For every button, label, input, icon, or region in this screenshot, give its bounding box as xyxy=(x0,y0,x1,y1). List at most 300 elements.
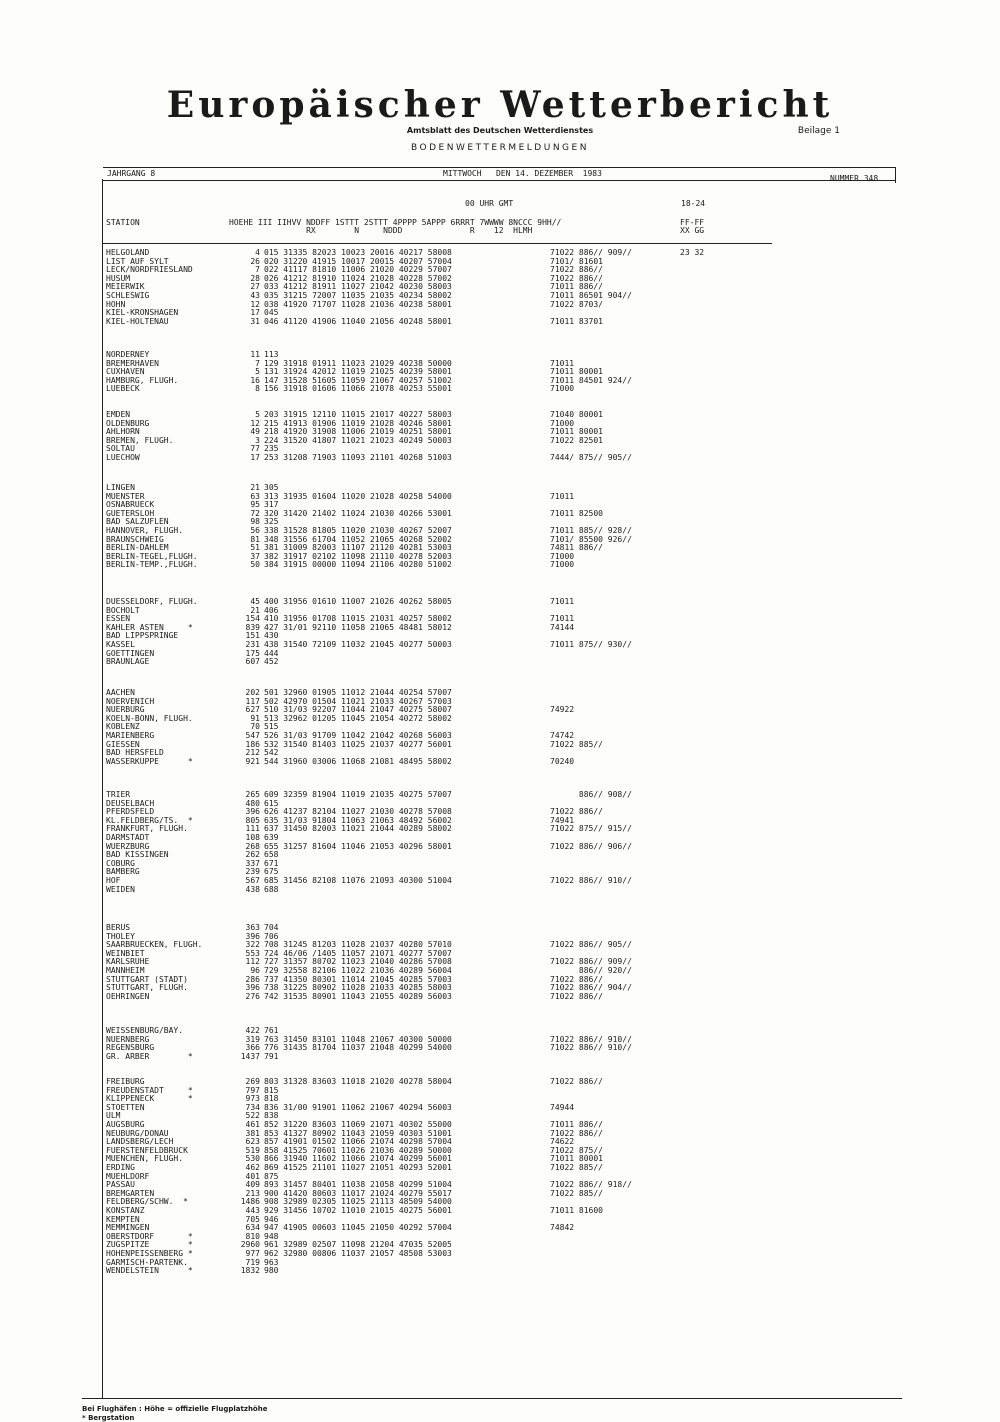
station-name: KOELN-BONN, FLUGH. xyxy=(106,713,193,723)
synop-groups: 427 31/01 92110 11058 21065 48481 58012 xyxy=(264,622,452,632)
synop-groups-7-9: 7101/ 81601 xyxy=(550,256,603,266)
station-name: NUERNBERG xyxy=(106,1034,150,1044)
station-altitude: 186 xyxy=(245,739,260,749)
station-name: GUETERSLOH xyxy=(106,508,155,518)
synop-groups: 513 32962 01205 11045 21054 40272 58002 xyxy=(264,713,452,723)
synop-groups: 671 xyxy=(264,858,279,868)
station-altitude: 409 xyxy=(245,1180,260,1190)
station-altitude: 734 xyxy=(245,1102,260,1112)
synop-groups: 724 46/06 /1405 11057 21071 40277 57007 xyxy=(264,948,452,958)
station-altitude: 27 xyxy=(250,282,260,292)
station-altitude: 37 xyxy=(250,551,260,561)
station-altitude: 31 xyxy=(250,316,260,326)
left-border-rule xyxy=(102,179,103,1398)
station-name: FREUDENSTADT * xyxy=(106,1085,193,1095)
synop-groups: 026 41212 81910 11024 21028 40228 57002 xyxy=(264,273,452,283)
station-altitude: 72 xyxy=(250,508,260,518)
synop-groups: 046 41120 41906 11040 21056 40248 58001 xyxy=(264,316,452,326)
synop-groups: 818 xyxy=(264,1094,279,1104)
subtitle: Amtsblatt des Deutschen Wetterdienstes xyxy=(406,126,594,135)
station-name: PFERDSFELD xyxy=(106,807,155,817)
station-altitude: 810 xyxy=(245,1231,260,1241)
synop-groups-7-9: 71022 886// 906// xyxy=(550,841,632,851)
synop-groups: 803 31328 83603 11018 21020 40278 58004 xyxy=(264,1077,452,1086)
synop-groups-7-9: 71022 886// 910// xyxy=(550,1043,632,1053)
station-name: BREMEN, FLUGH. xyxy=(106,435,174,445)
station-name: TRIER xyxy=(106,790,131,799)
synop-groups: 348 31556 61704 11052 21065 40268 52002 xyxy=(264,534,452,544)
code-header-line1: HOEHE III IIHVV NDDFF 1STTT 2STTT 4PPPP 5APPP 6RRRT 7WWWW 8NCCC 9HH// xyxy=(229,218,562,227)
station-name: CUXHAVEN xyxy=(106,367,145,377)
synop-groups: 510 31/03 92207 11044 21047 40275 58007 xyxy=(264,705,452,715)
synop-groups-7-9: 71022 886// xyxy=(550,273,603,283)
synop-groups: 908 32989 02305 11025 21113 48509 54000 xyxy=(264,1197,452,1207)
synop-groups: 791 xyxy=(264,1051,279,1061)
synop-groups: 836 31/00 91901 11062 21067 40294 56003 xyxy=(264,1102,452,1112)
synop-groups-7-9: 71022 886// 910// xyxy=(550,1034,632,1044)
synop-groups: 776 31435 81704 11037 21048 40299 54000 xyxy=(264,1043,452,1053)
station-name: PASSAU xyxy=(106,1180,135,1190)
station-altitude: 91 xyxy=(250,713,260,723)
station-name: DEUSELBACH xyxy=(106,798,155,808)
top-rule xyxy=(103,167,896,168)
station-name: GIESSEN xyxy=(106,739,140,749)
station-altitude: 81 xyxy=(250,534,260,544)
synop-groups-7-9: 71022 886// 909// xyxy=(550,957,632,967)
station-altitude: 96 xyxy=(250,966,260,975)
station-name: BAD LIPPSPRINGE xyxy=(106,631,179,641)
synop-groups-7-9: 71000 xyxy=(550,384,575,394)
station-name: HOHENPEISSENBERG * xyxy=(106,1249,193,1258)
synop-groups-7-9: 71011 885// 928// xyxy=(550,526,632,535)
synop-groups-7-9: 71022 886// xyxy=(550,1128,603,1138)
synop-groups: 526 31/03 91709 11042 21042 40268 56003 xyxy=(264,731,452,740)
synop-groups-7-9: 71022 875// xyxy=(550,1145,603,1155)
col3-header-line1: FF-FF xyxy=(680,218,705,227)
station-altitude: 1832 xyxy=(240,1266,260,1276)
station-name: BAMBERG xyxy=(106,867,140,877)
synop-groups: 532 31540 81403 11025 21037 40277 56001 xyxy=(264,739,452,749)
station-altitude: 607 xyxy=(245,657,260,667)
station-altitude: 921 xyxy=(245,756,260,766)
synop-groups: 338 31528 81805 11020 21030 40267 52007 xyxy=(264,526,452,535)
header-bottom-rule xyxy=(103,180,896,181)
station-name: OSNABRUECK xyxy=(106,500,155,510)
station-altitude: 623 xyxy=(245,1137,260,1147)
station-name: BAD KISSINGEN xyxy=(106,850,169,860)
station-altitude: 977 xyxy=(245,1249,260,1258)
synop-groups-7-9: 71022 886// 918// xyxy=(550,1180,632,1190)
station-name: LINGEN xyxy=(106,483,135,492)
synop-groups: 253 31208 71903 11093 21101 40268 51003 xyxy=(264,453,452,462)
synop-groups-7-9: 71022 885// xyxy=(550,1163,603,1172)
station-altitude: 77 xyxy=(250,444,260,454)
station-altitude: 95 xyxy=(250,500,260,510)
station-altitude: 43 xyxy=(250,291,260,300)
station-altitude: 239 xyxy=(245,867,260,877)
station-altitude: 268 xyxy=(245,841,260,851)
synop-groups: 542 xyxy=(264,748,279,758)
synop-groups: 502 42970 01504 11021 21033 40267 57003 xyxy=(264,696,452,706)
station-altitude: 366 xyxy=(245,1043,260,1053)
synop-groups-7-9: 71011 86501 904// xyxy=(550,291,632,300)
station-name: BRAUNLAGE xyxy=(106,657,150,667)
synop-groups-7-9: 71022 886// xyxy=(550,974,603,984)
station-name: FELDBERG/SCHW. * xyxy=(106,1197,188,1207)
synop-groups: 929 31456 10702 11010 21015 40275 56001 xyxy=(264,1206,452,1215)
station-name: NOERVENICH xyxy=(106,696,155,706)
station-name: KASSEL xyxy=(106,640,135,649)
synop-groups-7-9: 71011 80001 xyxy=(550,1154,603,1164)
station-name: WASSERKUPPE * xyxy=(106,756,193,766)
station-name: MARIENBERG xyxy=(106,731,155,740)
station-altitude: 3 xyxy=(255,435,260,445)
station-name: LUEBECK xyxy=(106,384,140,394)
synop-groups-7-9: 71000 xyxy=(550,418,575,428)
station-name: NUERBURG xyxy=(106,705,145,715)
footnote-mountain-station: * Bergstation xyxy=(82,1414,135,1422)
station-altitude: 462 xyxy=(245,1163,260,1172)
station-altitude: 51 xyxy=(250,543,260,553)
synop-groups-7-9: 71022 8703/ xyxy=(550,299,603,309)
station-name: MUENCHEN, FLUGH. xyxy=(106,1154,184,1164)
table-header-rule xyxy=(102,243,772,244)
station-altitude: 1486 xyxy=(240,1197,260,1207)
station-altitude: 322 xyxy=(245,940,260,950)
synop-groups-7-9: 71011 84501 924// xyxy=(550,375,632,385)
synop-groups: 635 31/03 91804 11063 21063 48492 56002 xyxy=(264,815,452,825)
synop-groups: 947 41905 00603 11045 21050 40292 57004 xyxy=(264,1223,452,1233)
station-name: LUECHOW xyxy=(106,453,140,462)
synop-groups-7-9: 886// 920// xyxy=(550,966,632,975)
synop-groups: 410 31956 01708 11015 21031 40257 58002 xyxy=(264,614,452,624)
station-altitude: 17 xyxy=(250,453,260,462)
synop-groups-7-9: 74842 xyxy=(550,1223,575,1233)
synop-groups-7-9: 7101/ 85500 926// xyxy=(550,534,632,544)
station-altitude: 719 xyxy=(245,1257,260,1267)
station-name: ZUGSPITZE * xyxy=(106,1240,193,1250)
station-name: SOLTAU xyxy=(106,444,135,454)
synop-groups-7-9: 74941 xyxy=(550,815,575,825)
page-title: Europäischer Wetterbericht xyxy=(166,84,834,126)
synop-groups-7-9: 71011 82500 xyxy=(550,508,603,518)
station-name: GOETTINGEN xyxy=(106,648,155,658)
synop-groups: 609 32359 81904 11019 21035 40275 57007 xyxy=(264,790,452,799)
station-name: STUTTGART (STADT) xyxy=(106,974,188,984)
station-name: OBERSTDORF * xyxy=(106,1231,193,1241)
synop-groups: 038 41920 71707 11028 21036 40238 58001 xyxy=(264,299,452,309)
observation-time: 00 UHR GMT xyxy=(465,199,514,208)
synop-groups: 235 xyxy=(264,444,279,454)
synop-groups: 708 31245 81203 11028 21037 40280 57010 xyxy=(264,940,452,950)
synop-groups-7-9: 71022 875// 915// xyxy=(550,824,632,834)
synop-groups-7-9: 71022 886// 905// xyxy=(550,940,632,950)
synop-groups: 035 31215 72007 11035 21035 40234 58002 xyxy=(264,291,452,300)
station-name: BERLIN-TEMP.,FLUGH. xyxy=(106,560,198,570)
synop-groups-7-9: 70240 xyxy=(550,756,575,766)
station-altitude: 4 xyxy=(255,248,260,257)
station-altitude: 797 xyxy=(245,1085,260,1095)
station-name: GARMISCH-PARTENK. xyxy=(106,1257,188,1267)
synop-groups-7-9: 71011 xyxy=(550,358,575,368)
station-name: ULM xyxy=(106,1111,121,1121)
synop-groups: 961 32989 02507 11098 21204 47035 52005 xyxy=(264,1240,452,1250)
station-name: KL.FELDBERG/TS. * xyxy=(106,815,193,825)
station-altitude: 111 xyxy=(245,824,260,834)
synop-groups: 544 31960 03006 11068 21081 48495 58002 xyxy=(264,756,452,766)
synop-groups: 384 31915 00000 11094 21106 40280 51002 xyxy=(264,560,452,570)
station-name: LECK/NORDFRIESLAND xyxy=(106,265,193,275)
synop-groups: 962 32980 00806 11037 21057 48508 53003 xyxy=(264,1249,452,1258)
station-altitude: 519 xyxy=(245,1145,260,1155)
station-name: AUGSBURG xyxy=(106,1120,145,1129)
station-altitude: 319 xyxy=(245,1034,260,1044)
station-name: WUERZBURG xyxy=(106,841,150,851)
synop-groups: 704 xyxy=(264,923,279,932)
station-altitude: 5 xyxy=(255,410,260,419)
station-name: BERLIN-DAHLEM xyxy=(106,543,169,553)
synop-groups: 452 xyxy=(264,657,279,667)
station-altitude: 438 xyxy=(245,884,260,894)
station-name: MUENSTER xyxy=(106,491,145,501)
synop-groups: 320 31420 21402 11024 21030 40266 53001 xyxy=(264,508,452,518)
station-name: GR. ARBER * xyxy=(106,1051,193,1061)
synop-groups: 853 41327 80902 11043 21059 40303 51001 xyxy=(264,1128,452,1138)
station-name: BERLIN-TEGEL,FLUGH. xyxy=(106,551,198,561)
col3-header-line2: XX GG xyxy=(680,226,705,235)
station-altitude: 480 xyxy=(245,798,260,808)
synop-groups-7-9: 886// 908// xyxy=(550,790,632,799)
synop-groups: 857 41901 01502 11066 21074 40298 57004 xyxy=(264,1137,452,1147)
station-name: WENDELSTEIN * xyxy=(106,1266,193,1276)
station-altitude: 56 xyxy=(250,526,260,535)
station-name: BOCHOLT xyxy=(106,605,140,615)
station-altitude: 363 xyxy=(245,923,260,932)
station-altitude: 50 xyxy=(250,560,260,570)
station-altitude: 175 xyxy=(245,648,260,658)
synop-groups: 763 31450 83101 11048 21067 40300 50000 xyxy=(264,1034,452,1044)
section-subhead: BODENWETTERMELDUNGEN xyxy=(411,143,589,153)
synop-groups-7-9: 71011 875// 930// xyxy=(550,640,632,649)
station-altitude: 151 xyxy=(245,631,260,641)
date-label: MITTWOCH DEN 14. DEZEMBER 1983 xyxy=(443,169,602,178)
station-column-label: STATION xyxy=(106,218,140,227)
station-name: BAD SALZUFLEN xyxy=(106,517,169,527)
synop-groups-7-9: 71022 886// xyxy=(550,265,603,275)
synop-groups: 382 31917 02102 11098 21110 40278 52003 xyxy=(264,551,452,561)
synop-groups: 156 31918 01606 11066 21078 40253 55001 xyxy=(264,384,452,394)
station-name: KAHLER ASTEN * xyxy=(106,622,193,632)
station-altitude: 231 xyxy=(245,640,260,649)
station-altitude: 265 xyxy=(245,790,260,799)
synop-groups-7-9: 74811 886// xyxy=(550,543,603,553)
station-altitude: 21 xyxy=(250,605,260,615)
synop-groups: 022 41117 81810 11006 21020 40229 57007 xyxy=(264,265,452,275)
code-header-line2: RX N NDDD R 12 HLMH xyxy=(229,226,533,235)
issue-number: NUMMER 348 xyxy=(830,174,879,183)
synop-groups-7-9: 71011 886// xyxy=(550,282,603,292)
station-altitude: 1437 xyxy=(240,1051,260,1061)
synop-groups: 963 xyxy=(264,1257,279,1267)
synop-groups: 948 xyxy=(264,1231,279,1241)
station-name: ERDING xyxy=(106,1163,135,1172)
station-altitude: 396 xyxy=(245,931,260,941)
station-altitude: 5 xyxy=(255,367,260,377)
station-altitude: 461 xyxy=(245,1120,260,1129)
synop-groups-7-9: 71011 80001 xyxy=(550,427,603,437)
station-name: KIEL-HOLTENAU xyxy=(106,316,169,326)
station-name: OLDENBURG xyxy=(106,418,150,428)
station-name: KLIPPENECK * xyxy=(106,1094,193,1104)
station-name: DARMSTADT xyxy=(106,833,150,842)
synop-groups-7-9: 71011 886// xyxy=(550,1120,603,1129)
station-altitude: 634 xyxy=(245,1223,260,1233)
footnote-airports: Bei Flughäfen : Höhe = offizielle Flugplatzhöhe xyxy=(82,1405,268,1413)
synop-groups: 430 xyxy=(264,631,279,641)
station-altitude: 627 xyxy=(245,705,260,715)
synop-groups: 045 xyxy=(264,308,279,318)
station-altitude: 212 xyxy=(245,748,260,758)
synop-groups-7-9: 71011 80001 xyxy=(550,367,603,377)
station-altitude: 839 xyxy=(245,622,260,632)
station-altitude: 98 xyxy=(250,517,260,527)
station-name: WEINBIET xyxy=(106,948,145,958)
station-name: KOBLENZ xyxy=(106,722,140,732)
station-name: LANDSBERG/LECH xyxy=(106,1137,174,1147)
station-altitude: 154 xyxy=(245,614,260,624)
station-altitude: 973 xyxy=(245,1094,260,1104)
station-altitude: 202 xyxy=(245,688,260,697)
station-name: KARLSRUHE xyxy=(106,957,150,967)
station-altitude: 2960 xyxy=(240,1240,260,1250)
station-altitude: 49 xyxy=(250,427,260,437)
station-altitude: 11 xyxy=(250,350,260,359)
station-altitude: 108 xyxy=(245,833,260,842)
synop-groups-7-9: 71040 80001 xyxy=(550,410,603,419)
synop-groups-7-9: 71022 885// xyxy=(550,1188,603,1198)
station-name: AHLHORN xyxy=(106,427,140,437)
station-altitude: 70 xyxy=(250,722,260,732)
station-name: HELGOLAND xyxy=(106,248,150,257)
synop-groups: 224 31520 41807 11021 21023 40249 50003 xyxy=(264,435,452,445)
station-altitude: 396 xyxy=(245,807,260,817)
station-name: MUEHLDORF xyxy=(106,1171,150,1181)
station-name: BREMERHAVEN xyxy=(106,358,159,368)
synop-groups: 838 xyxy=(264,1111,279,1121)
station-name: EMDEN xyxy=(106,410,131,419)
supplement-label: Beilage 1 xyxy=(797,126,840,136)
synop-groups-7-9: 71011 83701 xyxy=(550,316,603,326)
synop-groups-7-9: 74922 xyxy=(550,705,575,715)
synop-groups-7-9: 71022 82501 xyxy=(550,435,603,445)
synop-groups: 381 31009 82003 11107 21120 40281 53003 xyxy=(264,543,452,553)
synop-groups-7-9: 71011 81600 xyxy=(550,1206,603,1215)
synop-groups-7-9: 71011 xyxy=(550,597,575,606)
station-name: HANNOVER, FLUGH. xyxy=(106,526,184,535)
synop-groups-7-9: 71022 885// xyxy=(550,739,603,749)
station-altitude: 7 xyxy=(255,265,260,275)
station-name: KIEL-KRONSHAGEN xyxy=(106,308,179,318)
volume-label: JAHRGANG 8 xyxy=(107,169,156,178)
synop-groups: 706 xyxy=(264,931,279,941)
synop-groups-7-9: 71022 886// 904// xyxy=(550,983,632,993)
station-name: BRAUNSCHWEIG xyxy=(106,534,164,544)
synop-groups: 815 xyxy=(264,1085,279,1095)
station-name: SCHLESWIG xyxy=(106,291,150,300)
bottom-rule xyxy=(82,1398,902,1399)
synop-groups-7-9: 7444/ 875// 905// xyxy=(550,453,632,462)
synop-groups: 738 31225 80902 11028 21033 40285 58003 xyxy=(264,983,452,993)
station-altitude: 530 xyxy=(245,1154,260,1164)
station-name: MEIERWIK xyxy=(106,282,145,292)
station-name: NORDERNEY xyxy=(106,350,150,359)
synop-groups: 305 xyxy=(264,483,279,492)
station-name: KEMPTEN xyxy=(106,1214,140,1224)
synop-groups: 020 31220 41915 10017 20015 40207 57004 xyxy=(264,256,452,266)
synop-groups: 900 41420 80603 11017 21024 40279 55017 xyxy=(264,1188,452,1198)
synop-groups: 626 41237 82104 11027 21030 40278 57008 xyxy=(264,807,452,817)
synop-groups-7-9: 71022 886// xyxy=(550,807,603,817)
station-altitude: 705 xyxy=(245,1214,260,1224)
synop-groups-7-9: 71000 xyxy=(550,560,575,570)
station-altitude: 12 xyxy=(250,299,260,309)
station-altitude: 381 xyxy=(245,1128,260,1138)
station-altitude: 12 xyxy=(250,418,260,428)
synop-groups-7-9: 74944 xyxy=(550,1102,575,1112)
synop-groups: 317 xyxy=(264,500,279,510)
synop-groups: 400 31956 01610 11007 21026 40262 58005 xyxy=(264,597,452,606)
station-name: BERUS xyxy=(106,923,131,932)
station-name: THOLEY xyxy=(106,931,135,941)
synop-groups: 639 xyxy=(264,833,279,842)
synop-groups: 218 41920 31908 11006 21019 40251 58001 xyxy=(264,427,452,437)
station-name: HAMBURG, FLUGH. xyxy=(106,375,179,385)
synop-groups: 129 31918 01911 11023 21029 40238 50000 xyxy=(264,358,452,368)
synop-groups: 737 41350 80301 11014 21045 40285 57003 xyxy=(264,974,452,984)
station-altitude: 28 xyxy=(250,273,260,283)
synop-groups: 637 31450 82003 11021 21044 40289 58002 xyxy=(264,824,452,834)
station-name: BREMGARTEN xyxy=(106,1188,155,1198)
station-altitude: 262 xyxy=(245,850,260,860)
station-name: AACHEN xyxy=(106,688,135,697)
synop-groups: 147 31528 51605 11059 21067 40257 51002 xyxy=(264,375,452,385)
station-name: FREIBURG xyxy=(106,1077,145,1086)
synop-groups: 501 32960 01905 11012 21044 40254 57007 xyxy=(264,688,452,697)
synop-groups: 946 xyxy=(264,1214,279,1224)
station-name: FUERSTENFELDBRUCK xyxy=(106,1145,188,1155)
station-name: NEUBURG/DONAU xyxy=(106,1128,169,1138)
synop-groups: 980 xyxy=(264,1266,279,1276)
station-altitude: 213 xyxy=(245,1188,260,1198)
synop-groups: 203 31915 12110 11015 21017 40227 58003 xyxy=(264,410,452,419)
station-name: MEMMINGEN xyxy=(106,1223,150,1233)
station-altitude: 522 xyxy=(245,1111,260,1121)
synop-groups-7-9: 74622 xyxy=(550,1137,575,1147)
synop-groups: 615 xyxy=(264,798,279,808)
station-altitude: 7 xyxy=(255,358,260,368)
synop-groups: 875 xyxy=(264,1171,279,1181)
synop-groups: 869 41525 21101 11027 21051 40293 52001 xyxy=(264,1163,452,1172)
station-altitude: 422 xyxy=(245,1026,260,1035)
synop-groups: 688 xyxy=(264,884,279,894)
synop-groups-7-9: 71011 xyxy=(550,614,575,624)
synop-groups: 444 xyxy=(264,648,279,658)
station-altitude: 21 xyxy=(250,483,260,492)
station-altitude: 396 xyxy=(245,983,260,993)
station-altitude: 443 xyxy=(245,1206,260,1215)
synop-groups: 655 31257 81604 11046 21053 40296 58001 xyxy=(264,841,452,851)
synop-groups: 852 31220 83603 11069 21071 40302 55000 xyxy=(264,1120,452,1129)
